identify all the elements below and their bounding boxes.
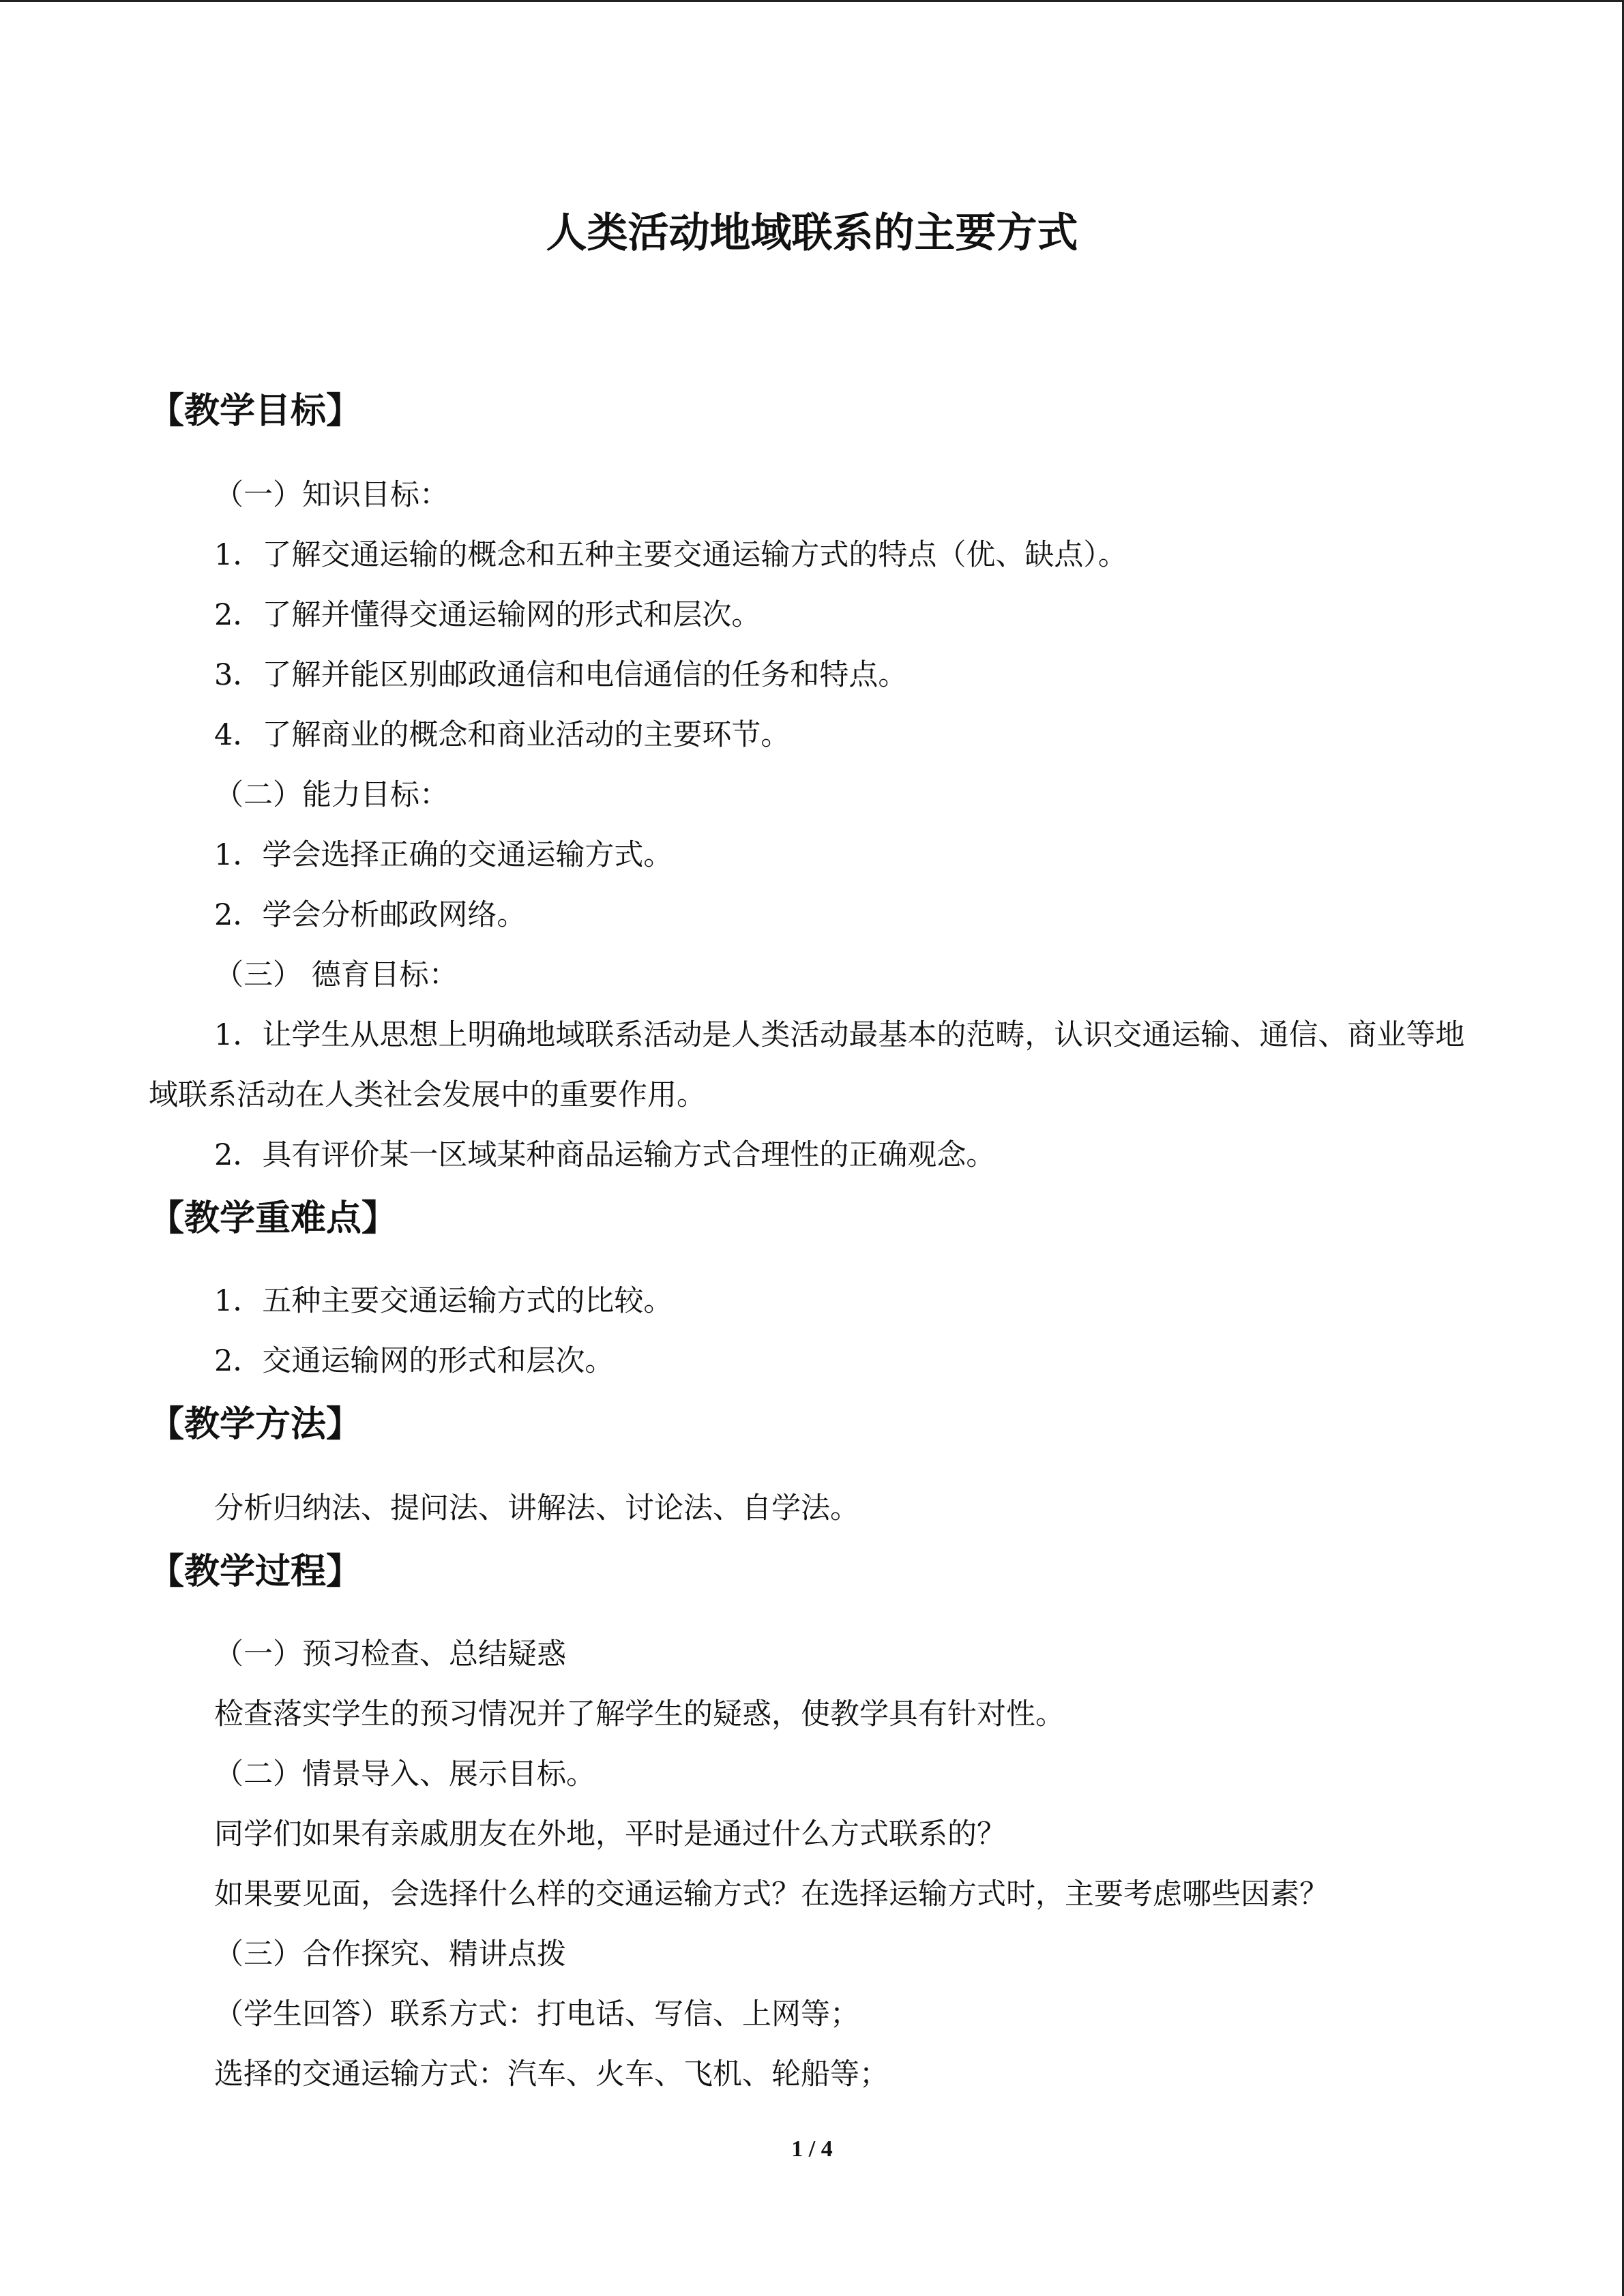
heading-methods: 【教学方法】 bbox=[149, 1404, 362, 1445]
ability-item-1: 1．学会选择正确的交通运输方式。 bbox=[214, 838, 673, 872]
ability-objective-label: （二）能力目标： bbox=[214, 778, 449, 812]
process-line-2: 检查落实学生的预习情况并了解学生的疑惑，使教学具有针对性。 bbox=[214, 1697, 1065, 1731]
process-line-7: （学生回答）联系方式：打电话、写信、上网等； bbox=[214, 1997, 859, 2031]
process-line-5: 如果要见面，会选择什么样的交通运输方式？在选择运输方式时，主要考虑哪些因素？ bbox=[214, 1877, 1329, 1911]
page-title: 人类活动地域联系的主要方式 bbox=[546, 209, 1078, 257]
key-point-2: 2．交通运输网的形式和层次。 bbox=[214, 1344, 615, 1378]
heading-process: 【教学过程】 bbox=[149, 1551, 362, 1592]
knowledge-objective-label: （一）知识目标： bbox=[214, 478, 449, 512]
heading-objectives: 【教学目标】 bbox=[149, 391, 362, 432]
methods-text: 分析归纳法、提问法、讲解法、讨论法、自学法。 bbox=[214, 1491, 859, 1525]
ability-item-2: 2．学会分析邮政网络。 bbox=[214, 898, 527, 932]
knowledge-item-1: 1．了解交通运输的概念和五种主要交通运输方式的特点（优、缺点）。 bbox=[214, 538, 1127, 572]
heading-key-points: 【教学重难点】 bbox=[149, 1198, 398, 1239]
knowledge-item-2: 2．了解并懂得交通运输网的形式和层次。 bbox=[214, 598, 761, 632]
moral-item-1: 1．让学生从思想上明确地域联系活动是人类活动最基本的范畴，认识交通运输、通信、商业等地域联系活动在人类社会发展中的重要作用。 bbox=[149, 1018, 1465, 1112]
moral-objective-label: （三） 德育目标： bbox=[214, 958, 458, 992]
process-line-1: （一）预习检查、总结疑惑 bbox=[214, 1637, 566, 1671]
process-line-4: 同学们如果有亲戚朋友在外地，平时是通过什么方式联系的？ bbox=[214, 1817, 1006, 1851]
key-point-1: 1．五种主要交通运输方式的比较。 bbox=[214, 1284, 673, 1318]
knowledge-item-4: 4．了解商业的概念和商业活动的主要环节。 bbox=[214, 718, 791, 752]
knowledge-item-3: 3．了解并能区别邮政通信和电信通信的任务和特点。 bbox=[214, 658, 908, 692]
process-line-6: （三）合作探究、精讲点拨 bbox=[214, 1937, 566, 1971]
page-border-top bbox=[0, 0, 1624, 2]
moral-item-2: 2．具有评价某一区域某种商品运输方式合理性的正确观念。 bbox=[214, 1138, 996, 1172]
page-number: 1 / 4 bbox=[791, 2136, 833, 2162]
process-line-3: （二）情景导入、展示目标。 bbox=[214, 1757, 595, 1791]
process-line-8: 选择的交通运输方式：汽车、火车、飞机、轮船等； bbox=[214, 2057, 889, 2091]
